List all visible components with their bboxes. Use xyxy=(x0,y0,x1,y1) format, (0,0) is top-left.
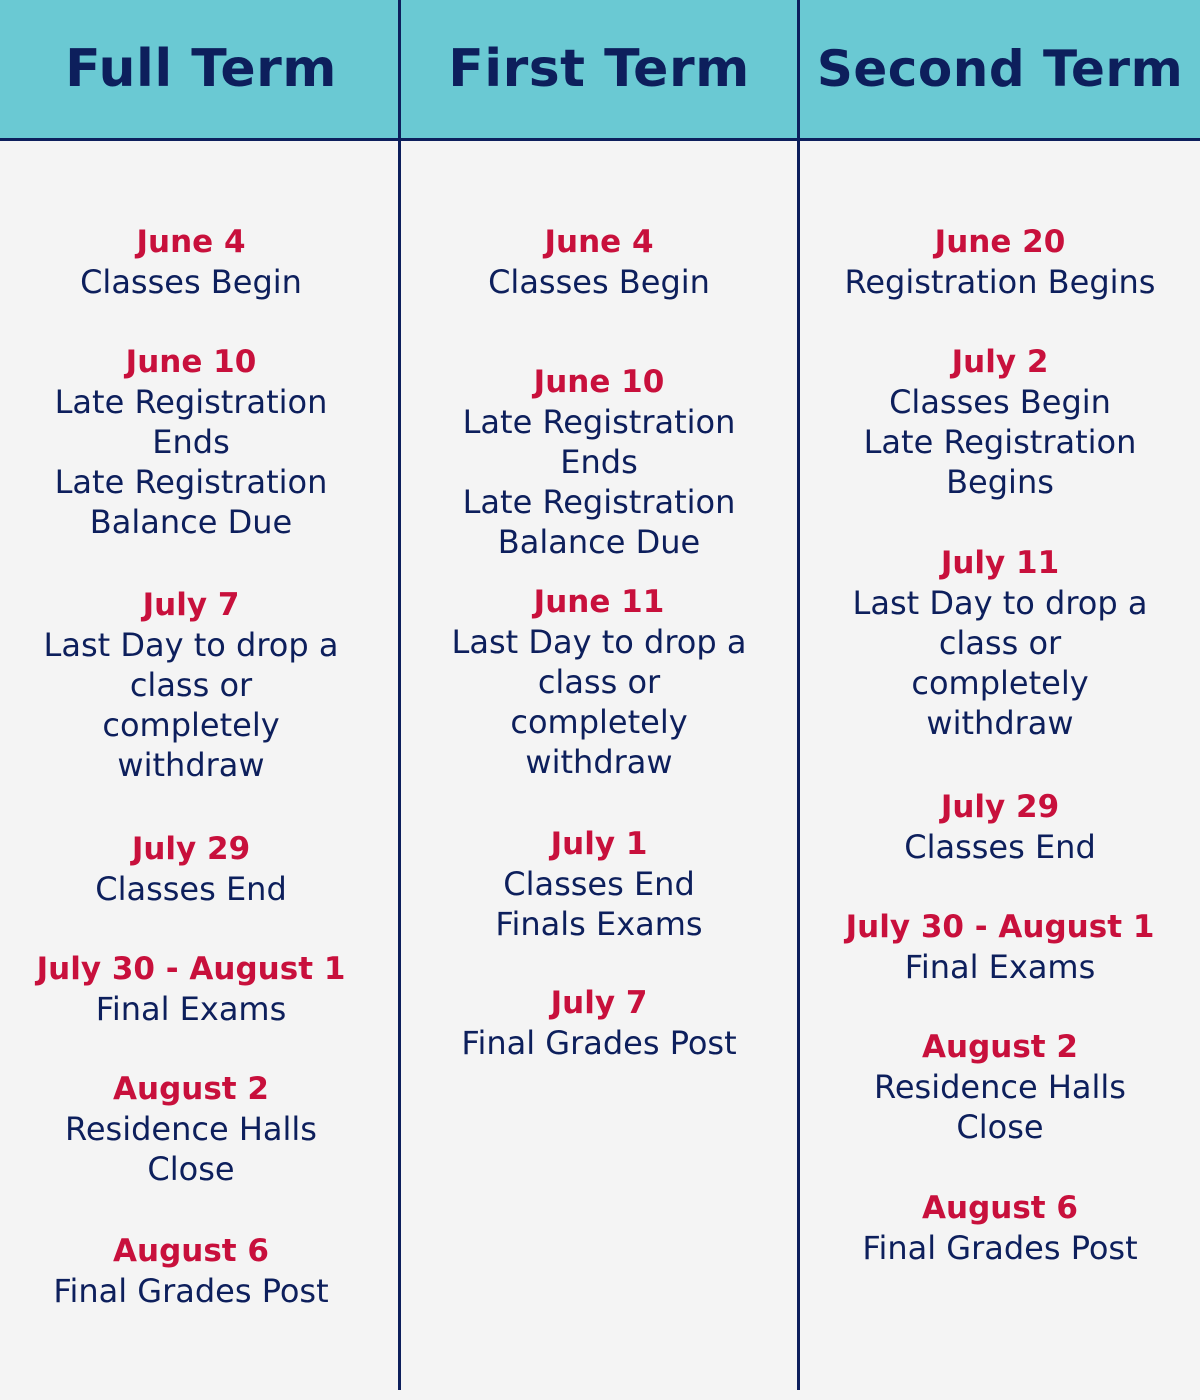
entry-line: Close xyxy=(147,1150,235,1188)
entry-date: August 2 xyxy=(922,1029,1078,1065)
entry-line: Ends xyxy=(152,423,230,461)
calendar-entry xyxy=(401,222,797,302)
entry-line: completely xyxy=(102,706,280,744)
entry-date: June 20 xyxy=(934,224,1066,260)
calendar-entry xyxy=(0,1231,382,1311)
column-title: First Term xyxy=(448,39,750,99)
full-term-column xyxy=(0,0,382,1400)
calendar-entry xyxy=(800,787,1200,867)
calendar-entry xyxy=(800,1027,1200,1147)
entry-date: June 10 xyxy=(533,364,665,400)
entry-date: August 6 xyxy=(922,1190,1078,1226)
entry-line: Classes Begin xyxy=(80,263,302,301)
entry-date: August 2 xyxy=(113,1071,269,1107)
entry-line: Balance Due xyxy=(89,503,293,541)
entry-line: withdraw xyxy=(117,746,265,784)
entry-line: Final Exams xyxy=(904,948,1096,986)
calendar-entry xyxy=(800,342,1200,502)
entry-date: July 7 xyxy=(142,587,240,623)
calendar-entry xyxy=(0,829,382,909)
entry-date: July 30 - August 1 xyxy=(36,951,346,987)
entry-line: Late Registration xyxy=(462,403,736,441)
calendar-entry xyxy=(0,585,382,785)
calendar-entry xyxy=(401,582,797,782)
entry-date: July 7 xyxy=(550,985,648,1021)
entry-date: August 6 xyxy=(113,1233,269,1269)
calendar-entry xyxy=(0,949,382,1029)
calendar-entry xyxy=(0,222,382,302)
entry-line: Balance Due xyxy=(497,523,701,561)
calendar-entry xyxy=(800,1188,1200,1268)
entry-date: July 11 xyxy=(940,545,1060,581)
calendar-entry xyxy=(800,907,1200,987)
entry-date: July 29 xyxy=(131,831,251,867)
calendar-entry xyxy=(401,983,797,1063)
first-term-column xyxy=(401,0,797,1400)
calendar-entry xyxy=(0,1069,382,1189)
entry-line: Final Grades Post xyxy=(862,1229,1138,1267)
entry-line: Late Registration xyxy=(54,383,328,421)
entry-line: Last Day to drop a xyxy=(852,584,1148,622)
entry-date: June 4 xyxy=(136,224,246,260)
calendar-entry xyxy=(401,362,797,562)
entry-line: Finals Exams xyxy=(495,905,703,943)
calendar-entry xyxy=(800,222,1200,302)
second-term-column xyxy=(800,0,1200,1400)
entry-date: July 29 xyxy=(940,789,1060,825)
column-title: Second Term xyxy=(816,40,1184,98)
entry-line: class or xyxy=(938,624,1062,662)
calendar-entry xyxy=(800,543,1200,743)
entry-date: July 30 - August 1 xyxy=(845,909,1155,945)
entry-line: completely xyxy=(510,703,688,741)
entry-line: Late Registration xyxy=(54,463,328,501)
entry-line: Classes End xyxy=(95,870,287,908)
entry-line: Classes End xyxy=(503,865,695,903)
entry-line: Residence Halls xyxy=(874,1068,1126,1106)
entry-line: withdraw xyxy=(525,743,673,781)
entry-date: June 10 xyxy=(125,344,257,380)
entry-date: July 1 xyxy=(550,826,648,862)
entry-line: Last Day to drop a xyxy=(451,623,747,661)
entry-line: Ends xyxy=(560,443,638,481)
entry-date: June 4 xyxy=(544,224,654,260)
entry-line: Registration Begins xyxy=(844,263,1156,301)
entry-line: Close xyxy=(956,1108,1044,1146)
entry-line: class or xyxy=(537,663,661,701)
entry-line: Residence Halls xyxy=(65,1110,317,1148)
column-title: Full Term xyxy=(65,39,337,99)
entry-line: Last Day to drop a xyxy=(43,626,339,664)
entry-line: Final Grades Post xyxy=(461,1024,737,1062)
entry-line: class or xyxy=(129,666,253,704)
entry-line: Classes End xyxy=(904,828,1096,866)
entry-line: withdraw xyxy=(926,704,1074,742)
calendar-entry xyxy=(401,824,797,944)
calendar-entry xyxy=(0,342,382,542)
entry-date: June 11 xyxy=(533,584,665,620)
entry-line: Classes Begin xyxy=(488,263,710,301)
entry-line: Final Exams xyxy=(95,990,287,1028)
entry-line: Late Registration xyxy=(863,423,1137,461)
entry-date: July 2 xyxy=(951,344,1049,380)
entry-line: Begins xyxy=(946,463,1054,501)
entry-line: Final Grades Post xyxy=(53,1272,329,1310)
entry-line: Late Registration xyxy=(462,483,736,521)
entry-line: completely xyxy=(911,664,1089,702)
entry-line: Classes Begin xyxy=(889,383,1111,421)
